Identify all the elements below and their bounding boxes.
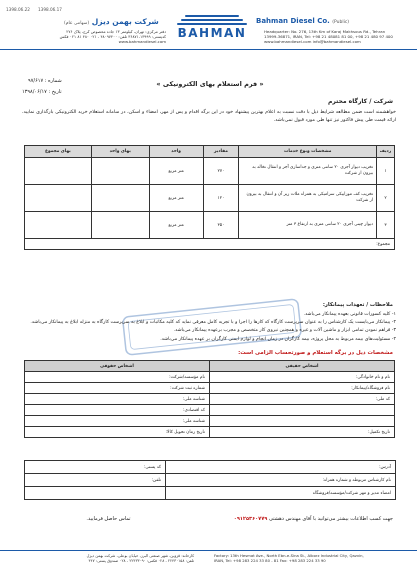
total-label: مجموع: (25, 239, 395, 250)
row-quantity: ۱۲۰ (203, 185, 239, 212)
intro-paragraph: خواهشمند است ضمن مطالعه شرایط ذیل با دقت نسبت به اعلام بهترین پیشنهاد خود در این برگه اقدام و پس از مهر، امضاء و اسکن، در سامانه استعلام خرید الکترونیکی بارگذاری نمایید. ارائه قیمت طی پیش فاکتور نیز تنها طی مورد قبول نمی‌باشد. (22, 110, 396, 123)
row-number: ۲ (377, 185, 395, 212)
footer-address-fa: کارخانه: قزوین، شهر صنعتی البرز، خیابان بوعلی، شرکت بهمن دیزل تلفن: ۲۲۴۳۰۱۵۸ - ۰۲۸ فکس: ۲۲۴۳۳۰۹۰ - ۰۲۸ صندوق پستی: ۴۴۷ (86, 553, 194, 564)
real-field[interactable]: تاریخ تکمیل: (210, 427, 395, 438)
real-field[interactable] (210, 416, 395, 427)
form-title: « فرم استعلام بهای الکترونیکی » (156, 80, 264, 88)
row-number: ۱ (377, 158, 395, 185)
public-fa: (سهامی عام) (64, 21, 90, 26)
col-unit: واحد (149, 146, 203, 158)
row-unit: متر مربع (149, 185, 203, 212)
company-logo (168, 15, 256, 40)
table-row (25, 394, 395, 405)
legal-field[interactable]: کد اقتصادی: (25, 405, 210, 416)
col-real-persons: اشخاص حقیقی (210, 361, 395, 372)
number-label: شماره : (44, 78, 62, 84)
addressee: شرکت / کارگاه محترم (327, 98, 393, 105)
footer-divider (0, 550, 417, 551)
address-en: Headquarter: No. 276, 13th Km of Karaj Makhsous Rd., Tehran 13999-36871, IRAN, Tel: +98 21 48081 81 00, +98 21 480 97 400 www.bahmandiesel.com info@bahmandiesel.com (264, 29, 393, 45)
row-unit-price-field[interactable] (91, 158, 149, 185)
contractor-section-title: مشخصات ذیل در برگه استعلام و صورتحساب الزامی است: (238, 350, 393, 356)
legal-field[interactable]: شماره ثبت شرکت: (25, 383, 210, 394)
row-unit: متر مربع (149, 212, 203, 239)
notes-list (22, 311, 396, 344)
row-quantity: ۳۵۰ (203, 212, 239, 239)
list-item: ۱- کلیه کسورات قانونی بعهده پیمانکار می‌باشد. (303, 312, 396, 317)
company-name-en: Bahman Diesel Co. (Public) (256, 17, 350, 25)
real-field[interactable]: نام و نام خانوادگی: (210, 372, 395, 383)
table-row (25, 158, 395, 185)
row-quantity: ۲۷۰ (203, 158, 239, 185)
col-description: مشخصات ونوع خدمات (239, 146, 377, 158)
table-row (25, 487, 396, 500)
date-left: 1398.06.22 (6, 7, 30, 12)
real-field[interactable] (210, 405, 395, 416)
number-value: ۹۷/۶۱۷ (28, 78, 44, 84)
col-total-price: بهای مجموع (25, 146, 92, 158)
legal-field[interactable]: شناسه ملی: (25, 416, 210, 427)
row-total-price-field[interactable] (25, 158, 92, 185)
signature-stamp-field[interactable]: امضاء مدیر و مهر شرکت/مؤسسه/فروشگاه (166, 487, 396, 500)
postal-code-field[interactable]: کد پستی: (25, 461, 166, 474)
date-right: 1398.06.17 (37, 7, 62, 12)
public-en: (Public) (332, 20, 350, 25)
letterhead (4, 15, 414, 47)
total-row (25, 239, 395, 250)
table-row (25, 405, 395, 416)
inquiry-text: جهت کسب اطلاعات بیشتر می‌توانید با آقای مهندس دهشتی (268, 516, 393, 522)
footer-address-en: Factory: 13th Hesmat Ave., North Ebn-e-Sina St., Alborz Industrial City, Qazvin, IRAN, Tel: +98 283 224 33 80 - 81 Fax: +98 283 224 33 90 (214, 553, 364, 564)
table-row (25, 372, 395, 383)
col-row-number: ردیف (377, 146, 395, 158)
contact-table (24, 460, 396, 500)
legal-field[interactable]: شناسه ملی: (25, 394, 210, 405)
row-total-price-field[interactable] (25, 212, 92, 239)
list-item: ۴- مسئولیت‌های بیمه مربوط به محل پروژه، بیمه کارگران در زمان انجام و لوازم ایمنی کارگران بر عهده پیمانکار می‌باشد. (160, 336, 396, 342)
items-table (24, 145, 395, 250)
inquiry-phone: ۰۹۱۲۵۳۶۰۷۷۹ (233, 516, 268, 522)
legal-field[interactable]: نام مؤسسه/شرکت: (25, 372, 210, 383)
notes-title: ملاحظات / تعهدات پیمانکار: (322, 302, 393, 308)
row-description: تخریب کف موزاییکی سرامیکی به همراه ملات زیر آن و انتقال به بیرون از شرکت (239, 185, 377, 212)
expert-name-field[interactable]: نام کارشناس مربوطه و شماره همراه: (166, 474, 396, 487)
row-total-price-field[interactable] (25, 185, 92, 212)
table-row (25, 185, 395, 212)
header-divider (0, 49, 417, 50)
phone-field[interactable]: تلفن: (25, 474, 166, 487)
date-label: تاریخ : (48, 89, 62, 95)
logo-mark-icon (177, 15, 247, 25)
date-value: ۱۳۹۸/۰۶/۱۷ (22, 89, 47, 95)
address-field[interactable]: آدرس: (166, 461, 396, 474)
table-row (25, 474, 396, 487)
row-unit-price-field[interactable] (91, 185, 149, 212)
letter-meta (22, 76, 62, 98)
inquiry-line (86, 516, 393, 522)
real-field[interactable]: نام فروشگاه/پیمانکار: (210, 383, 395, 394)
date-strip (6, 7, 62, 12)
row-number: ۳ (377, 212, 395, 239)
list-item: ۲- پیمانکار می‌بایست یک کارشناس را به عنوان سرپرست کارگاه که کار‌ها را اجرا و با تجربه کامل معرفی نماید که کلیه مکاتبات و ابلاغ به سرپرست کارگاه به منزله ابلاغ به پیمانکار می‌باشد. (30, 320, 396, 326)
address-fa: دفتر مرکزی: تهران، کیلومتر ۱۳ جاده مخصوص کرج، پلاک ۲۷۶ کدپستی: ۱۳۹۹۹-۳۶۸۷۱ تلفن: ۴۸۰۹۷۴۰۰ - ۰۲۱ ۴۸۰ ۸۱ ۰۲۱ فکس www.bahmandiesel.com (59, 29, 166, 45)
list-item: ۳- فراهم نمودن تمامی ابزار و ماشین آلات و غیره و همچنین نیروی کار متخصص و مجرب برعهده پیمانکار می‌باشد. (173, 328, 396, 334)
brand-wordmark: BAHMAN (177, 26, 247, 40)
row-unit: متر مربع (149, 158, 203, 185)
col-quantity: مقادیر (203, 146, 239, 158)
row-unit-price-field[interactable] (91, 212, 149, 239)
items-header-row (25, 146, 395, 158)
legal-field[interactable]: تاریخ زمان تحویل کالا: (25, 427, 210, 438)
real-field[interactable]: کد ملی: (210, 394, 395, 405)
inquiry-closing: تماس حاصل فرمایید. (86, 516, 131, 522)
table-row (25, 383, 395, 394)
table-row (25, 212, 395, 239)
table-row (25, 427, 395, 438)
row-description: دیوار چینی آجری ۲۰ سانتی متری به ارتفاع ۳ متر (239, 212, 377, 239)
col-unit-price: بهای واحد (91, 146, 149, 158)
col-legal-persons: اشخاص حقوقی (25, 361, 210, 372)
table-row (25, 461, 396, 474)
contractor-info-table (24, 360, 395, 438)
company-name-fa: شرکت بهمن دیزل (سهامی عام) (64, 17, 159, 26)
table-row (25, 416, 395, 427)
row-description: تخریب دیوار آجری ۲۰ سانتی متری و جداسازی آجر و انتقال نخاله به بیرون از شرکت (239, 158, 377, 185)
signature-blank[interactable] (25, 487, 166, 500)
